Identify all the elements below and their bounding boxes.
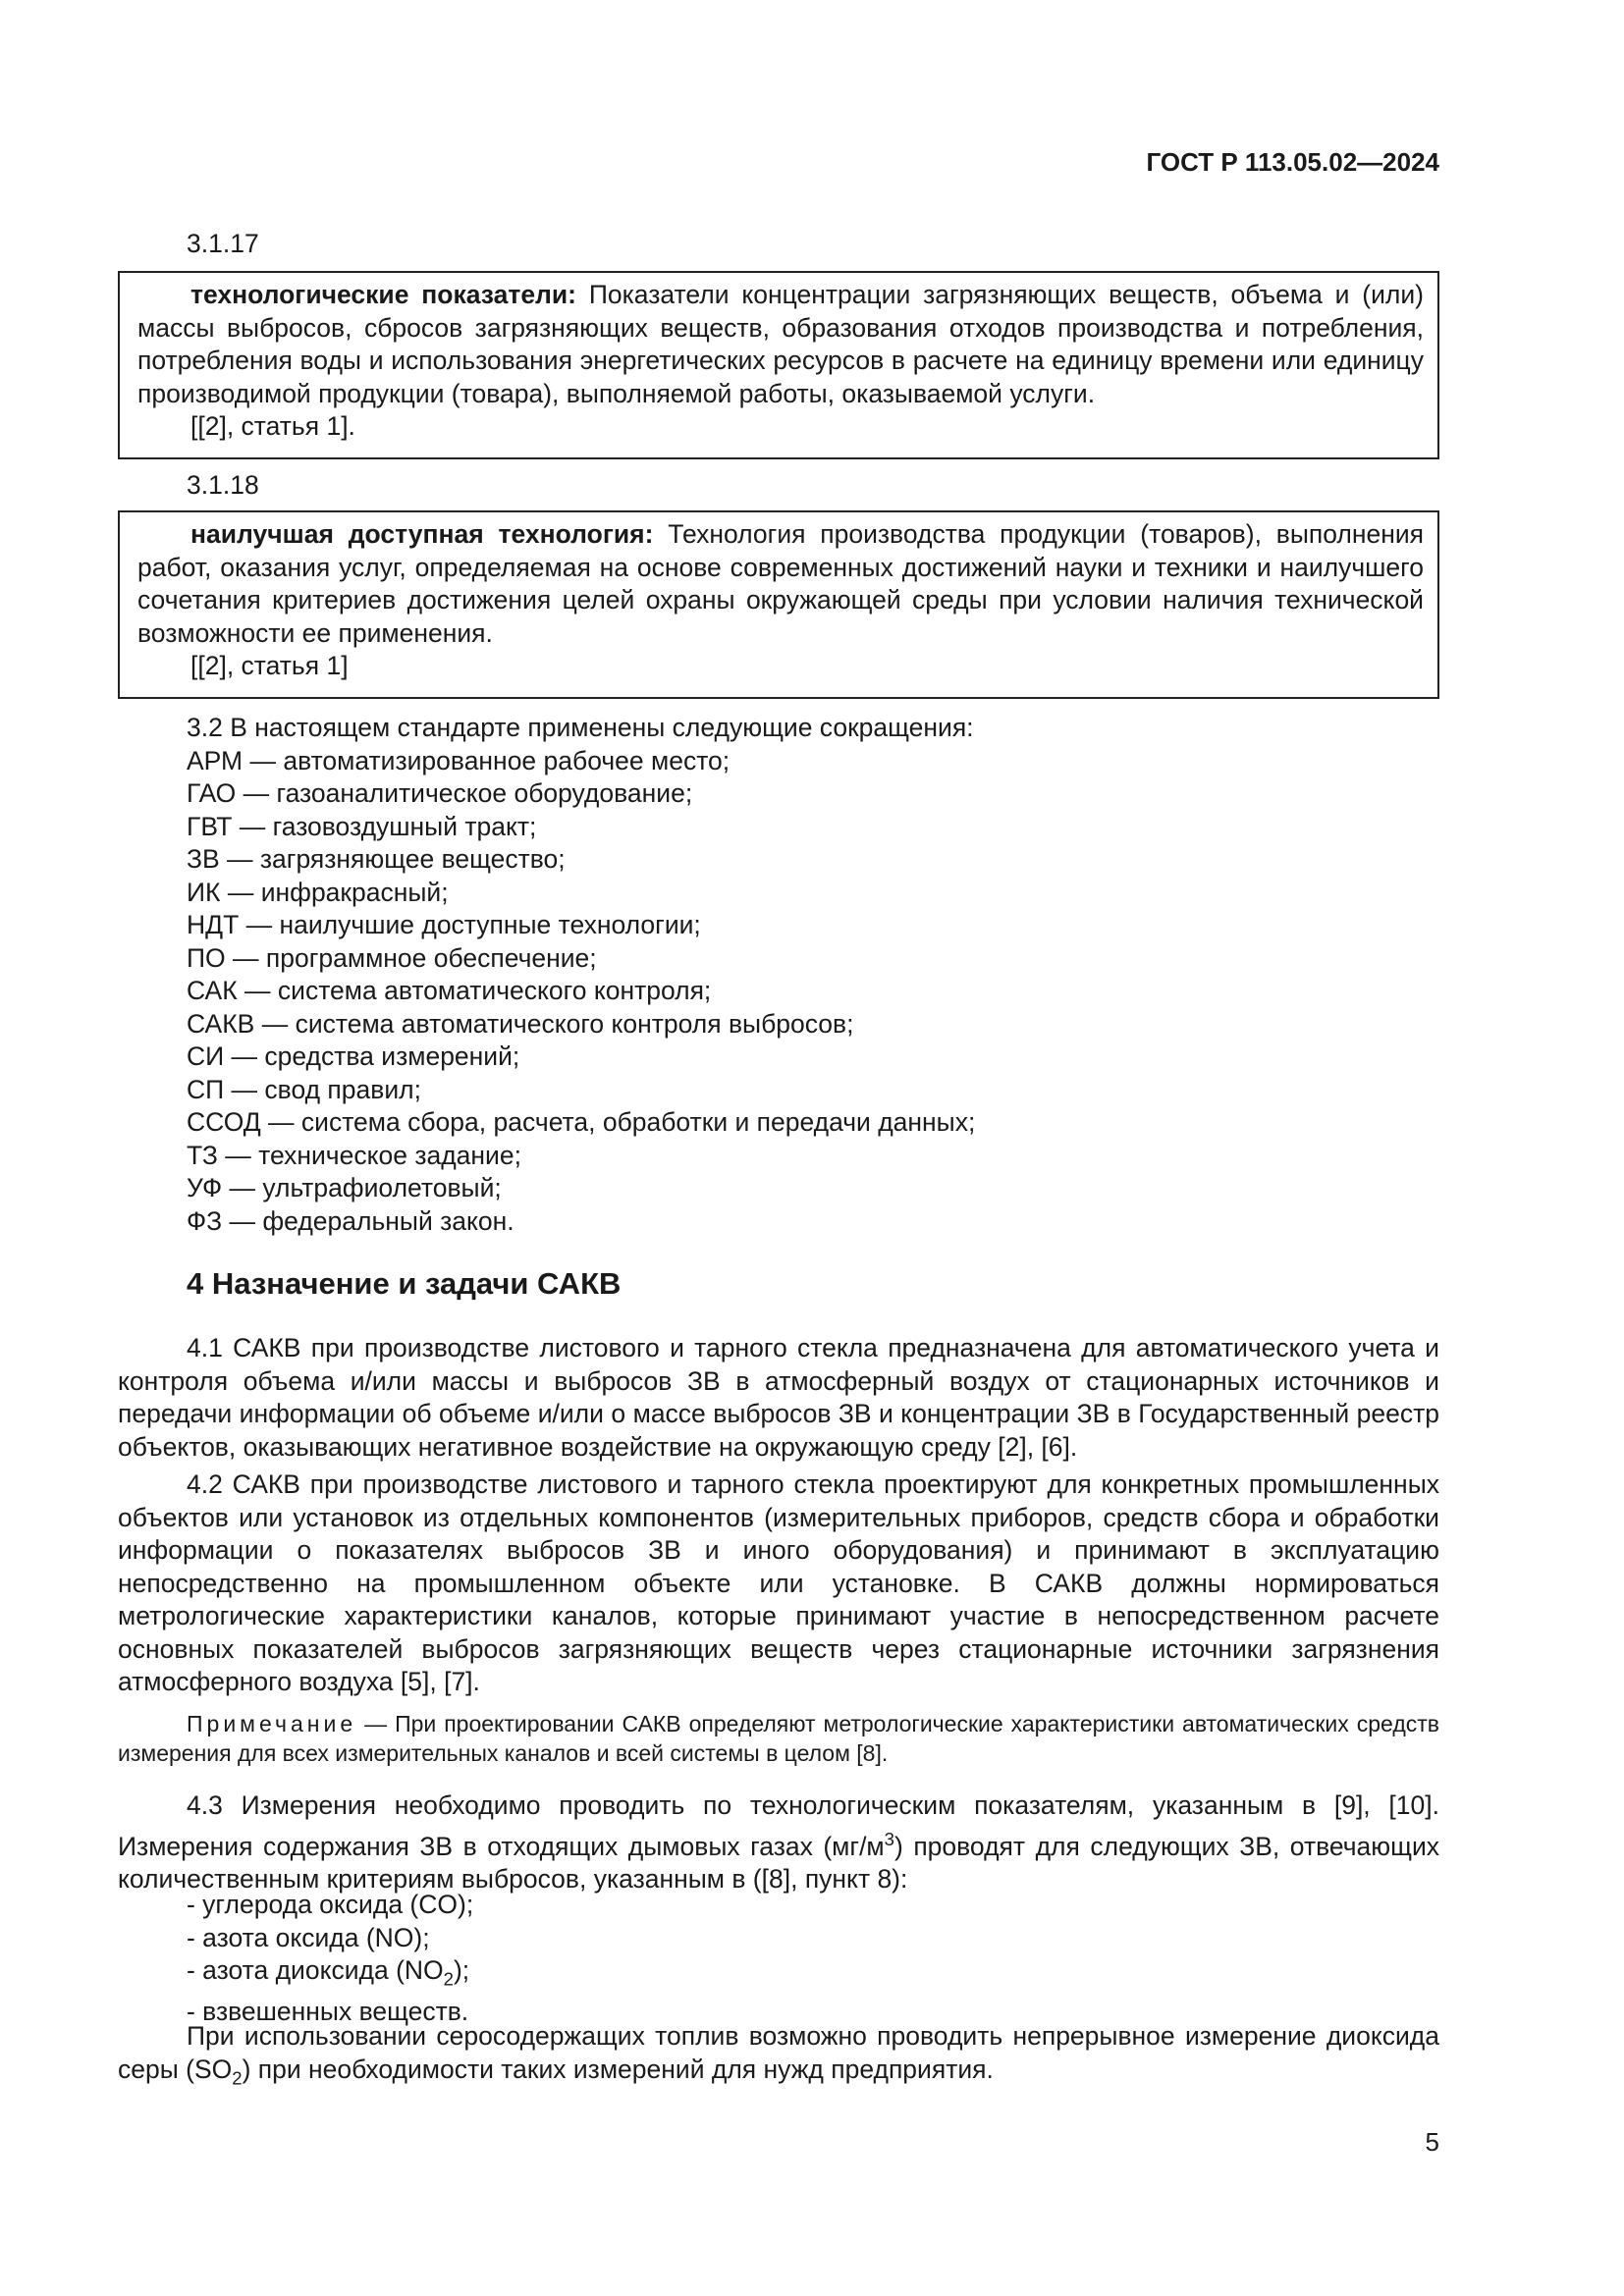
abbreviation-item: ССОД — система сбора, расчета, обработки и передачи данных; <box>187 1107 976 1137</box>
text-part: ) при необходимости таких измерений для нужд предприятия. <box>242 2054 994 2084</box>
paragraph-text: 4.2 САКВ при производстве листового и тарного стекла проектируют для конкретных промышленных объектов или установок из отдельных компонентов (измерительных приборов, средств сбора и обработки информации о показателях выбросов ЗВ и иного оборудования) и принимают в эксплуатацию непосредственно на промышленном объекте или установке. В САКВ должны нормироваться метрологические характеристики каналов, которые принимают участие в непосредственном расчете основных показателей выбросов загрязняющих веществ через стационарные источники загрязнения атмосферного воздуха [5], [7]. <box>118 1469 1439 1696</box>
paragraph-4-3 <box>118 1789 1439 1896</box>
abbreviation-item: ГВТ — газовоздушный тракт; <box>187 811 537 841</box>
abbreviation-item: ФЗ — федеральный закон. <box>187 1205 514 1236</box>
abbreviation-item: СП — свод правил; <box>187 1074 421 1104</box>
list-item <box>118 1889 1439 1922</box>
item-text: - углерода оксида (CO); <box>187 1890 474 1919</box>
section-heading: 4 Назначение и задачи САКВ <box>187 1266 622 1301</box>
abbreviation-item: ПО — программное обеспечение; <box>187 942 597 973</box>
list-item <box>118 1954 1439 1996</box>
paragraph-sulfur <box>118 2020 1439 2094</box>
term-box <box>118 510 1439 699</box>
abbreviation-item: САКВ — система автоматического контроля выбросов; <box>187 1008 854 1039</box>
note-text <box>118 1709 1439 1768</box>
page-number: 5 <box>1425 2127 1439 2157</box>
item-text: - взвешенных веществ. <box>187 1996 469 2026</box>
list-item <box>118 1922 1439 1955</box>
term-title: технологические показатели: <box>190 280 577 309</box>
abbreviation-item: СИ — средства измерений; <box>187 1041 520 1071</box>
item-text: - азота оксида (NO); <box>187 1922 430 1952</box>
clause-number: 3.1.17 <box>187 229 259 258</box>
item-text: ); <box>453 1955 470 1985</box>
abbreviation-item: НДТ — наилучшие доступные технологии; <box>187 910 701 939</box>
note-label: Примечание <box>187 1711 357 1736</box>
abbreviation-item: АРМ — автоматизированное рабочее место; <box>187 745 731 775</box>
note <box>118 1709 1439 1768</box>
paragraph-text <box>118 2020 1439 2094</box>
paragraph-text <box>118 1789 1439 1896</box>
abbreviation-item: ИК — инфракрасный; <box>187 877 449 907</box>
superscript: 3 <box>884 1828 894 1849</box>
paragraph-4-1 <box>118 1332 1439 1464</box>
text-part: ) проводят для следующих ЗВ, отвечающих количественным критериям выбросов, указанным в ([8], пункт 8): <box>118 1831 1439 1894</box>
subscript: 2 <box>232 2066 243 2088</box>
term-definition <box>137 518 1424 650</box>
subscript: 2 <box>443 1968 454 1990</box>
abbreviation-list <box>118 712 1439 1238</box>
abbreviation-intro: 3.2 В настоящем стандарте применены следующие сокращения: <box>187 713 974 742</box>
abbreviation-item: УФ — ультрафиолетовый; <box>187 1173 502 1202</box>
abbreviation-item: ЗВ — загрязняющее вещество; <box>187 844 566 874</box>
term-text: Технология производства продукции (товаров), выполнения работ, оказания услуг, определяемая на основе современных достижений науки и техники и наилучшего сочетания критериев достижения целей охраны окружающей среды при условии наличия технической возможности ее применения. <box>137 519 1424 648</box>
item-text: - азота диоксида (NO <box>187 1955 444 1985</box>
abbreviation-item: САК — система автоматического контроля; <box>187 976 712 1005</box>
term-box <box>118 271 1439 459</box>
note-body: — При проектировании САКВ определяют метрологические характеристики автоматических средств измерения для всех измерительных каналов и всей системы в целом [8]. <box>118 1711 1439 1766</box>
term-reference: [[2], статья 1]. <box>190 411 355 441</box>
text-part: При использовании серосодержащих топлив возможно проводить непрерывное измерение диоксида серы (SO <box>118 2021 1439 2084</box>
paragraph-4-2 <box>118 1468 1439 1699</box>
clause-number: 3.1.18 <box>187 470 259 500</box>
document-code: ГОСТ Р 113.05.02—2024 <box>1146 147 1439 177</box>
term-definition <box>137 279 1424 410</box>
term-reference: [[2], статья 1] <box>190 651 349 680</box>
abbreviation-item: ТЗ — техническое задание; <box>187 1140 521 1170</box>
term-title: наилучшая доступная технология: <box>190 519 654 549</box>
term-text: Показатели концентрации загрязняющих веществ, объема и (или) массы выбросов, сбросов загрязняющих веществ, образования отходов производства и потребления, потребления воды и использования энергетических ресурсов в расчете на единицу времени или единицу производимой продукции (товара), выполняемой работы, оказываемой услуги. <box>137 280 1424 408</box>
text-part: 4.3 Измерения необходимо проводить по технологическим показателям, указанным в [9], [10]. Измерения содержания ЗВ в отходящих дымовых газах (мг/м <box>118 1790 1439 1861</box>
paragraph-text: 4.1 САКВ при производстве листового и тарного стекла предназначена для автоматического учета и контроля объема и/или массы и выбросов ЗВ в атмосферный воздух от стационарных источников и передачи информации об объеме и/или о массе выбросов ЗВ и концентрации ЗВ в Государственный реестр объектов, оказывающих негативное воздействие на окружающую среду [2], [6]. <box>118 1333 1439 1462</box>
substance-list <box>118 1889 1439 2028</box>
abbreviation-item: ГАО — газоаналитическое оборудование; <box>187 778 693 808</box>
